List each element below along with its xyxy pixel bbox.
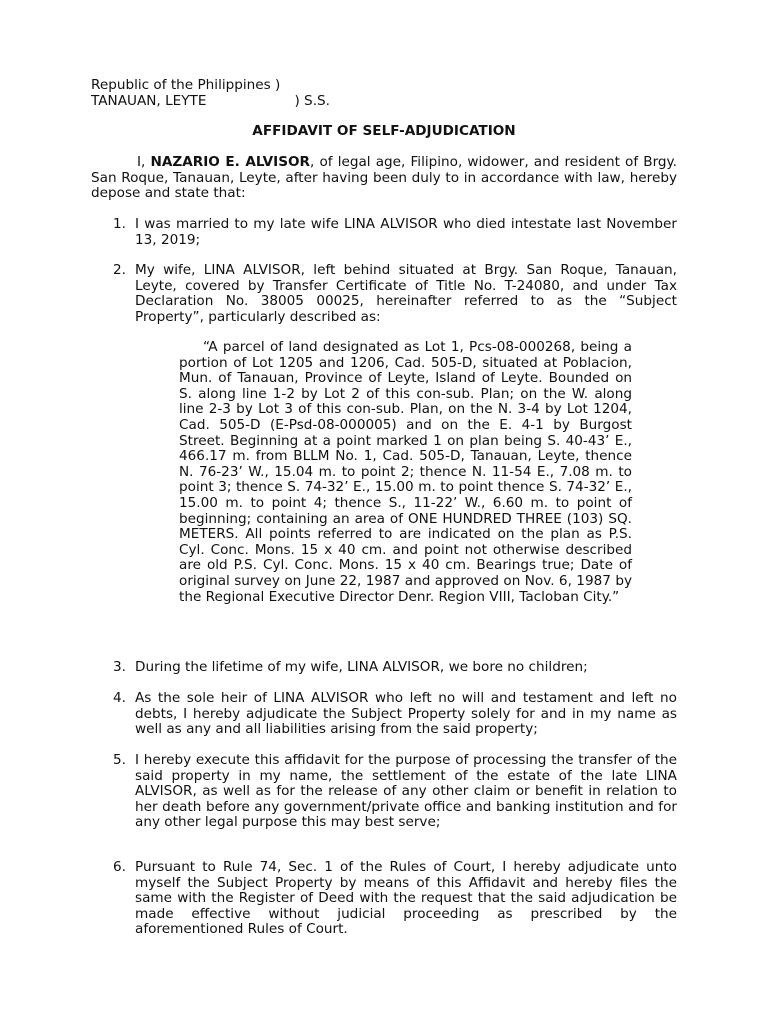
item-number: 1. xyxy=(113,216,126,232)
item-text: I was married to my late wife LINA ALVISOR who died intestate last November 13, 2019; xyxy=(135,216,677,248)
item-text: Pursuant to Rule 74, Sec. 1 of the Rules of Court, I hereby adjudicate unto myself the Subject Property by means of this Affidavit and hereby files the same with the Register of Deed with the request that the said adjudication be made effective without judicial proceeding as prescribed by the aforementioned Rules of Court. xyxy=(135,859,677,938)
property-description: “A parcel of land designated as Lot 1, Pcs-08-000268, being a portion of Lot 1205 and 1206, Cad. 505-D, situated at Poblacion, Mun. of Tanauan, Province of Leyte, Island of Leyte. Bounded on S. along line 1-2 by Lot 2 of this con-sub. Plan; on the W. along line 2-3 by Lot 3 of this con-sub. Plan, on the N. 3-4 by Lot 1204, Cad. 505-D (E-Psd-08-000005) and on the E. 4-1 by Burgost Street. Beginning at a point marked 1 on plan being S. 40-43’ E., 466.17 m. from BLLM No. 1, Cad. 505-D, Tanauan, Leyte, thence N. 76-23’ W., 15.04 m. to point 2; thence N. 11-54 E., 7.08 m. to point 3; thence S. 74-32’ E., 15.00 m. to point thence S. 74-32’ E., 15.00 m. to point 4; thence S., 11-22’ W., 6.60 m. to point of beginning; containing an area of ONE HUNDRED THREE (103) SQ. METERS. All points referred to are indicated on the plan as P.S. Cyl. Conc. Mons. 15 x 40 cm. and point not otherwise described are old P.S. Cyl. Conc. Mons. 15 x 40 cm. Bearings true; Date of original survey on June 22, 1987 and approved on Nov. 6, 1987 by the Regional Executive Director Denr. Region VIII, Tacloban City.” xyxy=(179,339,632,605)
list-item xyxy=(91,691,677,738)
list-item xyxy=(91,263,677,325)
item-number: 4. xyxy=(113,690,126,706)
intro-paragraph xyxy=(91,155,677,202)
venue-line-2 xyxy=(91,94,330,110)
intro-rest: , of legal age, Filipino, widower, and resident of Brgy. San Roque, Tanauan, Leyte, after having been duly to in accordance with law, hereby depose and state that: xyxy=(91,154,677,202)
intro-prefix: I, xyxy=(137,154,151,170)
document-title: AFFIDAVIT OF SELF-ADJUDICATION xyxy=(252,123,516,139)
item-number: 2. xyxy=(113,262,126,278)
list-item xyxy=(91,860,677,938)
item-text: My wife, LINA ALVISOR, left behind situated at Brgy. San Roque, Tanauan, Leyte, covered by Transfer Certificate of Title No. T-24080, and under Tax Declaration No. 38005 00025, hereinafter referred to as the “Subject Property”, particularly described as: xyxy=(135,262,677,325)
venue-place: TANAUAN, LEYTE xyxy=(91,92,207,109)
item-number: 3. xyxy=(113,659,126,675)
venue-block xyxy=(91,78,330,109)
venue-ss: ) S.S. xyxy=(294,92,330,109)
item-text: As the sole heir of LINA ALVISOR who left no will and testament and left no debts, I hereby adjudicate the Subject Property solely for and in my name as well as any and all liabilities arising from the said property; xyxy=(135,690,677,738)
venue-line-1 xyxy=(91,78,330,94)
item-text: During the lifetime of my wife, LINA ALVISOR, we bore no children; xyxy=(135,659,588,675)
affiant-name: NAZARIO E. ALVISOR xyxy=(150,154,311,170)
item-number: 6. xyxy=(113,859,126,875)
venue-country: Republic of the Philippines ) xyxy=(91,77,281,93)
list-item xyxy=(91,217,677,248)
list-item xyxy=(91,753,677,831)
item-text: I hereby execute this affidavit for the purpose of processing the transfer of the said property in my name, the settlement of the estate of the late LINA ALVISOR, as well as for the release of any other claim or benefit in relation to her death before any government/private office and banking institution and for any other legal purpose this may best serve; xyxy=(135,752,677,831)
item-number: 5. xyxy=(113,752,126,768)
list-item xyxy=(91,660,677,676)
